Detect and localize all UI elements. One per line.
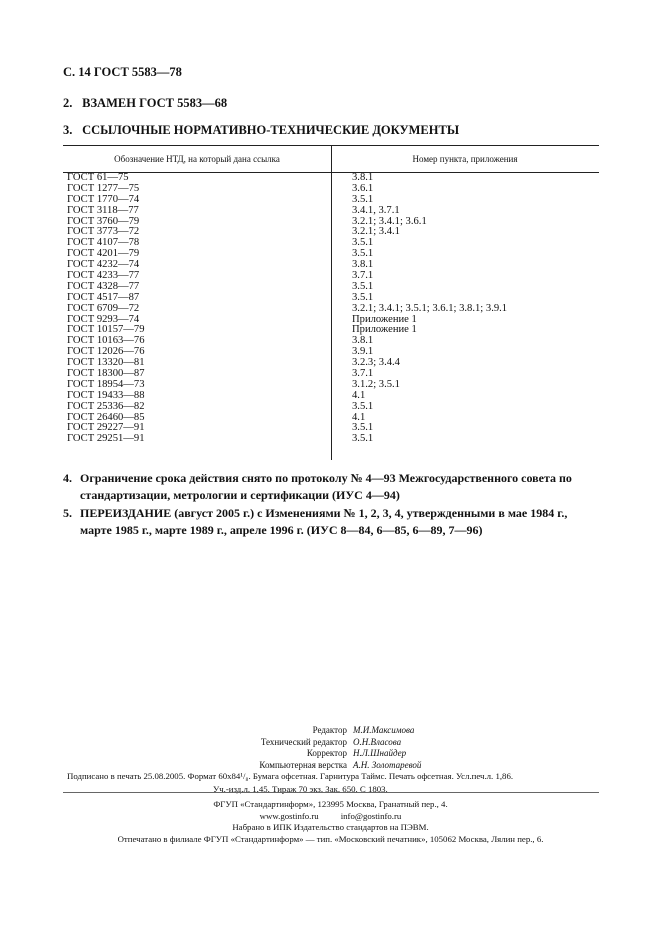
table-cell-document: ГОСТ 3760—79 [67, 215, 140, 227]
table-row [67, 304, 557, 315]
credit-name: А.Н. Золотаревой [353, 759, 422, 770]
table-cell-clause: 4.1 [352, 389, 366, 401]
table-cell-document: ГОСТ 26460—85 [67, 411, 145, 423]
table-cell-clause: 3.5.1 [352, 280, 374, 292]
table-cell-clause: 3.7.1 [352, 270, 374, 282]
table-cell-document: ГОСТ 4517—87 [67, 291, 140, 303]
table-col1-header: Обозначение НТД, на который дана ссылка [114, 154, 280, 164]
section-5-paragraph [63, 505, 600, 539]
table-cell-clause: 3.8.1 [352, 259, 374, 271]
section-3-number: 3. [63, 123, 73, 137]
table-row [67, 184, 557, 195]
table-cell-clause: 3.6.1 [352, 182, 374, 194]
publication-data-line-1: Подписано в печать 25.08.2005. Формат 60x84¹/₈. Бумага офсетная. Гарнитура Таймс. Печать офсетная. Усл.печ.л. 1,86. [67, 771, 514, 781]
table-cell-document: ГОСТ 25336—82 [67, 400, 145, 412]
table-cell-clause: 3.7.1 [352, 368, 374, 380]
table-cell-clause: 3.4.1, 3.7.1 [352, 204, 400, 216]
table-cell-document: ГОСТ 13320—81 [67, 357, 145, 369]
publisher-line-3: Набрано в ИПК Издательство стандартов на ПЭВМ. [232, 822, 429, 832]
table-cell-clause: 3.2.1; 3.4.1; 3.5.1; 3.6.1; 3.8.1; 3.9.1 [352, 302, 508, 314]
table-row [67, 282, 557, 293]
table-cell-clause: 3.5.1 [352, 248, 374, 260]
table-cell-clause: 3.2.1; 3.4.1 [352, 226, 400, 238]
table-cell-document: ГОСТ 1770—74 [67, 193, 140, 205]
section-2-title [63, 96, 227, 111]
table-cell-clause: Приложение 1 [352, 313, 417, 325]
table-row [67, 195, 557, 206]
table-row [67, 227, 557, 238]
table-cell-clause: 3.9.1 [352, 346, 374, 358]
table-row [67, 249, 557, 260]
table-col2-header: Номер пункта, приложения [412, 154, 518, 164]
table-cell-document: ГОСТ 6709—72 [67, 302, 140, 314]
table-cell-document: ГОСТ 18300—87 [67, 368, 145, 380]
table-row [67, 434, 557, 445]
table-cell-document: ГОСТ 4328—77 [67, 280, 140, 292]
section-2-number: 2. [63, 96, 73, 110]
table-row [67, 206, 557, 217]
publisher-line-1: ФГУП «Стандартинформ», 123995 Москва, Гранатный пер., 4. [213, 799, 448, 809]
table-cell-clause: 3.5.1 [352, 291, 374, 303]
table-cell-clause: Приложение 1 [352, 324, 417, 336]
imprint-rule [63, 792, 599, 793]
reference-table-body [67, 173, 557, 445]
section-4-paragraph [63, 470, 600, 504]
table-cell-clause: 3.8.1 [352, 335, 374, 347]
table-cell-clause: 3.5.1 [352, 422, 374, 434]
table-cell-document: ГОСТ 29251—91 [67, 433, 145, 445]
table-cell-document: ГОСТ 1277—75 [67, 182, 140, 194]
table-cell-document: ГОСТ 3118—77 [67, 204, 139, 216]
publisher-block [0, 799, 661, 845]
credit-name: М.И.Максимова [353, 725, 415, 735]
table-cell-document: ГОСТ 4233—77 [67, 270, 140, 282]
credit-role: Компьютерная верстка [259, 759, 347, 770]
table-row [67, 238, 557, 249]
section-3-title [63, 123, 459, 138]
table-cell-document: ГОСТ 10163—76 [67, 335, 145, 347]
section-3-text: ССЫЛОЧНЫЕ НОРМАТИВНО-ТЕХНИЧЕСКИЕ ДОКУМЕНТЫ [82, 123, 460, 137]
publisher-line-4: Отпечатано в филиале ФГУП «Стандартинформ» — тип. «Московский печатник», 105062 Москва, Лялин пер., 6. [117, 833, 544, 844]
section-4-text: Ограничение срока действия снято по протоколу № 4—93 Межгосударственного совета по стандартизации, метрологии и сертификации (ИУС 4—94) [80, 471, 572, 502]
table-cell-clause: 3.8.1 [352, 172, 374, 183]
table-cell-clause: 3.5.1 [352, 433, 374, 445]
table-row [67, 402, 557, 413]
table-row [67, 173, 557, 184]
credit-line [228, 737, 448, 749]
table-row [67, 271, 557, 282]
table-cell-clause: 3.2.3; 3.4.4 [352, 357, 400, 369]
table-cell-document: ГОСТ 9293—74 [67, 313, 140, 325]
credits-block [228, 725, 448, 771]
table-cell-document: ГОСТ 18954—73 [67, 378, 145, 390]
table-cell-document: ГОСТ 3773—72 [67, 226, 140, 238]
table-cell-document: ГОСТ 61—75 [67, 172, 129, 183]
section-5-text: ПЕРЕИЗДАНИЕ (август 2005 г.) с Изменениями № 1, 2, 3, 4, утвержденными в мае 1984 г., марте 1985 г., марте 1989 г., апреле 1996 г. (ИУС 8—84, 6—85, 6—89, 7—96) [80, 506, 568, 537]
section-5-number: 5. [63, 506, 72, 520]
credit-line [228, 725, 448, 737]
section-2-text: ВЗАМЕН ГОСТ 5583—68 [82, 96, 228, 110]
table-row [67, 217, 557, 228]
table-cell-document: ГОСТ 10157—79 [67, 324, 145, 336]
publication-data-line-2: Уч.-изд.л. 1,45. Тираж 70 экз. Зак. 650. С 1803. [213, 784, 388, 794]
publisher-line-2: www.gostinfo.ru info@gostinfo.ru [259, 810, 402, 821]
table-cell-clause: 4.1 [352, 411, 366, 423]
credit-role: Технический редактор [260, 736, 347, 747]
table-cell-document: ГОСТ 4201—79 [67, 248, 140, 260]
table-cell-clause: 3.5.1 [352, 237, 374, 249]
credit-role: Корректор [306, 748, 347, 758]
credit-role: Редактор [312, 725, 347, 735]
table-cell-clause: 3.5.1 [352, 400, 374, 412]
table-row [67, 260, 557, 271]
table-cell-document: ГОСТ 29227—91 [67, 422, 145, 434]
table-cell-document: ГОСТ 4107—78 [67, 237, 140, 249]
table-cell-clause: 3.2.1; 3.4.1; 3.6.1 [352, 215, 427, 227]
credit-name: Н.Л.Шнайдер [353, 748, 407, 758]
table-cell-document: ГОСТ 19433—88 [67, 389, 145, 401]
table-cell-clause: 3.5.1 [352, 193, 374, 205]
table-cell-clause: 3.1.2; 3.5.1 [352, 378, 400, 390]
section-4-number: 4. [63, 471, 72, 485]
table-cell-document: ГОСТ 12026—76 [67, 346, 145, 358]
page-header: С. 14 ГОСТ 5583—78 [63, 65, 182, 79]
credit-line [228, 748, 448, 760]
table-cell-document: ГОСТ 4232—74 [67, 259, 140, 271]
credit-name: О.Н.Власова [353, 736, 402, 747]
